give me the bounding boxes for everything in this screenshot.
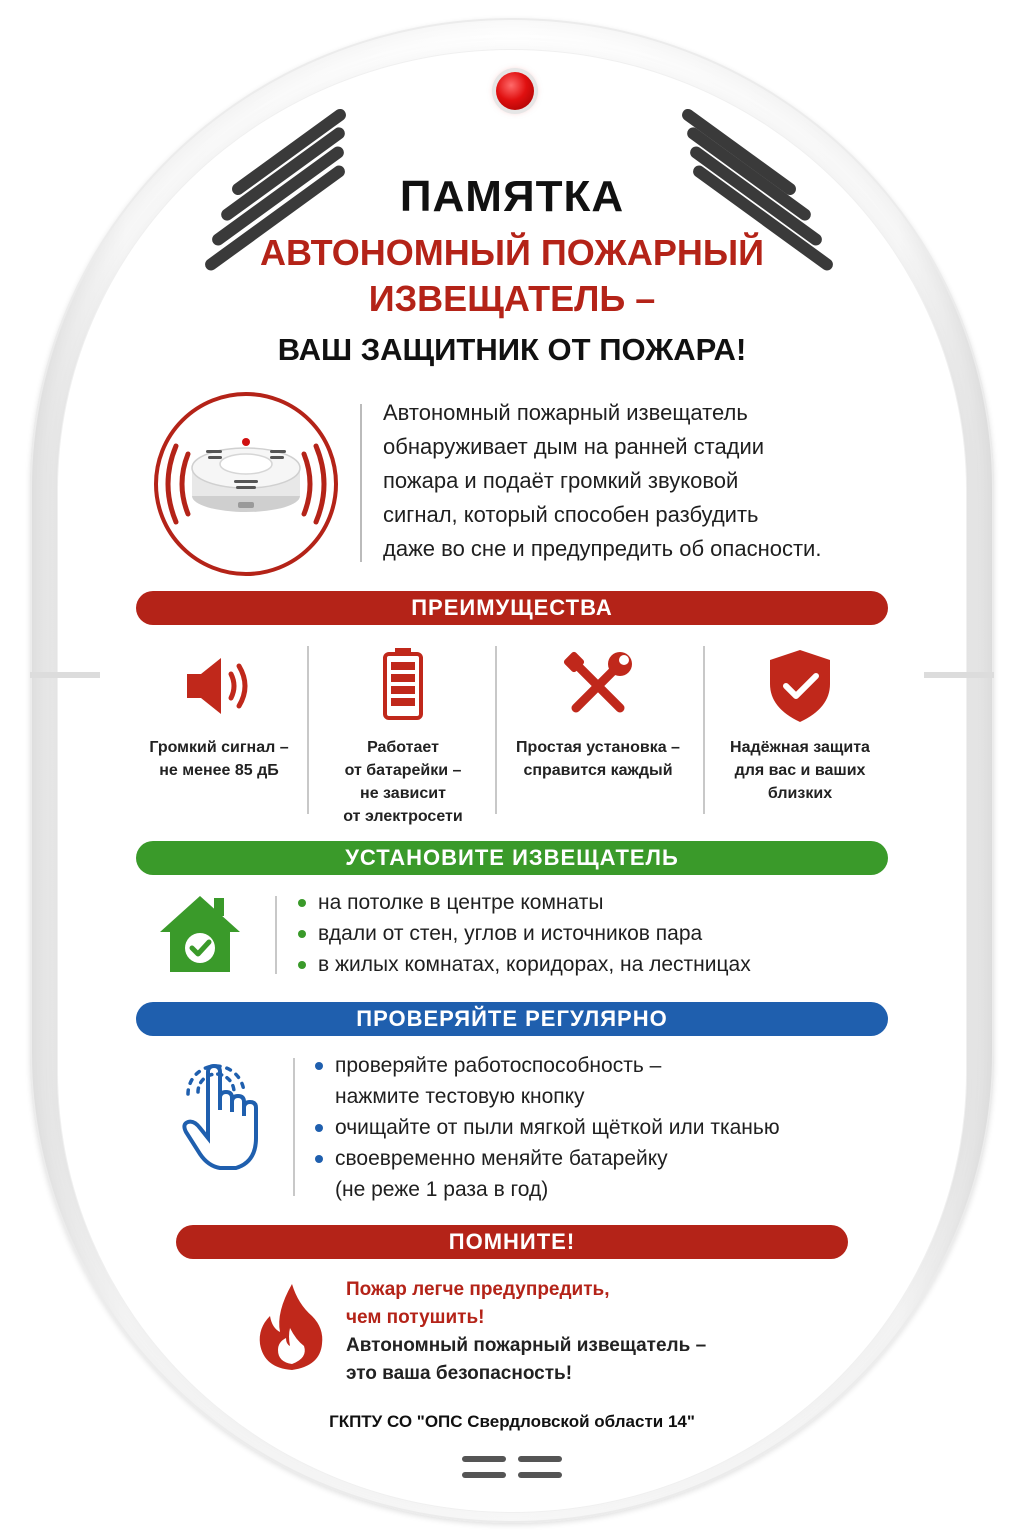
- list-item: на потолке в центре комнаты: [298, 887, 751, 918]
- remember-highlight: чем потушить!: [346, 1307, 485, 1328]
- list-item: очищайте от пыли мягкой щёткой или тканью: [315, 1112, 780, 1143]
- remember-line: это ваша безопасность!: [346, 1363, 573, 1384]
- remember-highlight: Пожар легче предупредить,: [346, 1279, 610, 1300]
- list-item: проверяйте работоспособность –: [315, 1050, 780, 1081]
- advantage-battery: [308, 646, 498, 828]
- advantage-label: не менее 85 дБ: [159, 762, 279, 779]
- advantage-label: от электросети: [343, 808, 463, 825]
- install-heading: УСТАНОВИТЕ ИЗВЕЩАТЕЛЬ: [136, 841, 888, 875]
- advantage-label: Громкий сигнал –: [149, 739, 289, 756]
- battery-icon: [363, 646, 443, 726]
- advantage-label: Надёжная защита: [730, 739, 870, 756]
- intro-line: даже во сне и предупредить об опасности.: [383, 536, 822, 561]
- flame-icon: [256, 1282, 326, 1372]
- check-heading: ПРОВЕРЯЙТЕ РЕГУЛЯРНО: [136, 1002, 888, 1036]
- intro-line: сигнал, который способен разбудить: [383, 502, 759, 527]
- tools-icon: [558, 646, 638, 726]
- body-seam-right: [924, 672, 994, 678]
- install-list: [298, 887, 751, 980]
- organization-footer: ГКПТУ СО "ОПС Свердловской области 14": [329, 1412, 695, 1431]
- advantage-label: близких: [767, 785, 833, 802]
- list-item-continuation: (не реже 1 раза в год): [335, 1178, 549, 1201]
- advantage-divider: [495, 646, 497, 814]
- install-divider: [275, 896, 277, 974]
- advantage-label: Работает: [367, 739, 439, 756]
- intro-line: пожара и подаёт громкий звуковой: [383, 468, 739, 493]
- advantage-label: справится каждый: [523, 762, 673, 779]
- house-check-icon: [158, 892, 242, 976]
- shield-check-icon: [760, 646, 840, 726]
- remember-line: Автономный пожарный извещатель –: [346, 1335, 707, 1356]
- list-item: своевременно меняйте батарейку: [315, 1143, 780, 1174]
- advantage-easy-install: [503, 646, 693, 782]
- intro-line: Автономный пожарный извещатель: [383, 400, 748, 425]
- advantage-label: для вас и ваших: [734, 762, 866, 779]
- smoke-detector-icon: [150, 388, 342, 580]
- hand-tap-icon: [176, 1062, 266, 1172]
- remember-text: [346, 1276, 706, 1388]
- page-title: ПАМЯТКА: [399, 172, 625, 221]
- advantage-label: не зависит: [360, 785, 446, 802]
- advantage-loud-signal: [124, 646, 314, 782]
- vent-bottom: [462, 1450, 564, 1486]
- advantage-label: Простая установка –: [516, 739, 680, 756]
- indicator-led: [496, 72, 534, 110]
- advantage-reliable-protection: [705, 646, 895, 805]
- list-item: вдали от стен, углов и источников пара: [298, 918, 751, 949]
- speaker-icon: [179, 646, 259, 726]
- remember-heading: ПОМНИТЕ!: [176, 1225, 848, 1259]
- page-subtitle: [0, 230, 1024, 322]
- advantages-heading: ПРЕИМУЩЕСТВА: [136, 591, 888, 625]
- subtitle-line-3: ВАШ ЗАЩИТНИК ОТ ПОЖАРА!: [277, 332, 747, 367]
- subtitle-line-1: АВТОНОМНЫЙ ПОЖАРНЫЙ: [260, 232, 764, 273]
- list-item-continuation: нажмите тестовую кнопку: [335, 1085, 585, 1108]
- intro-divider: [360, 404, 362, 562]
- subtitle-line-2: ИЗВЕЩАТЕЛЬ –: [368, 278, 656, 319]
- advantage-label: от батарейки –: [344, 762, 462, 779]
- check-divider: [293, 1058, 295, 1196]
- body-seam-left: [30, 672, 100, 678]
- intro-line: обнаруживает дым на ранней стадии: [383, 434, 765, 459]
- list-item: в жилых комнатах, коридорах, на лестницах: [298, 949, 751, 980]
- check-list: [315, 1050, 780, 1205]
- intro-text: [383, 396, 893, 566]
